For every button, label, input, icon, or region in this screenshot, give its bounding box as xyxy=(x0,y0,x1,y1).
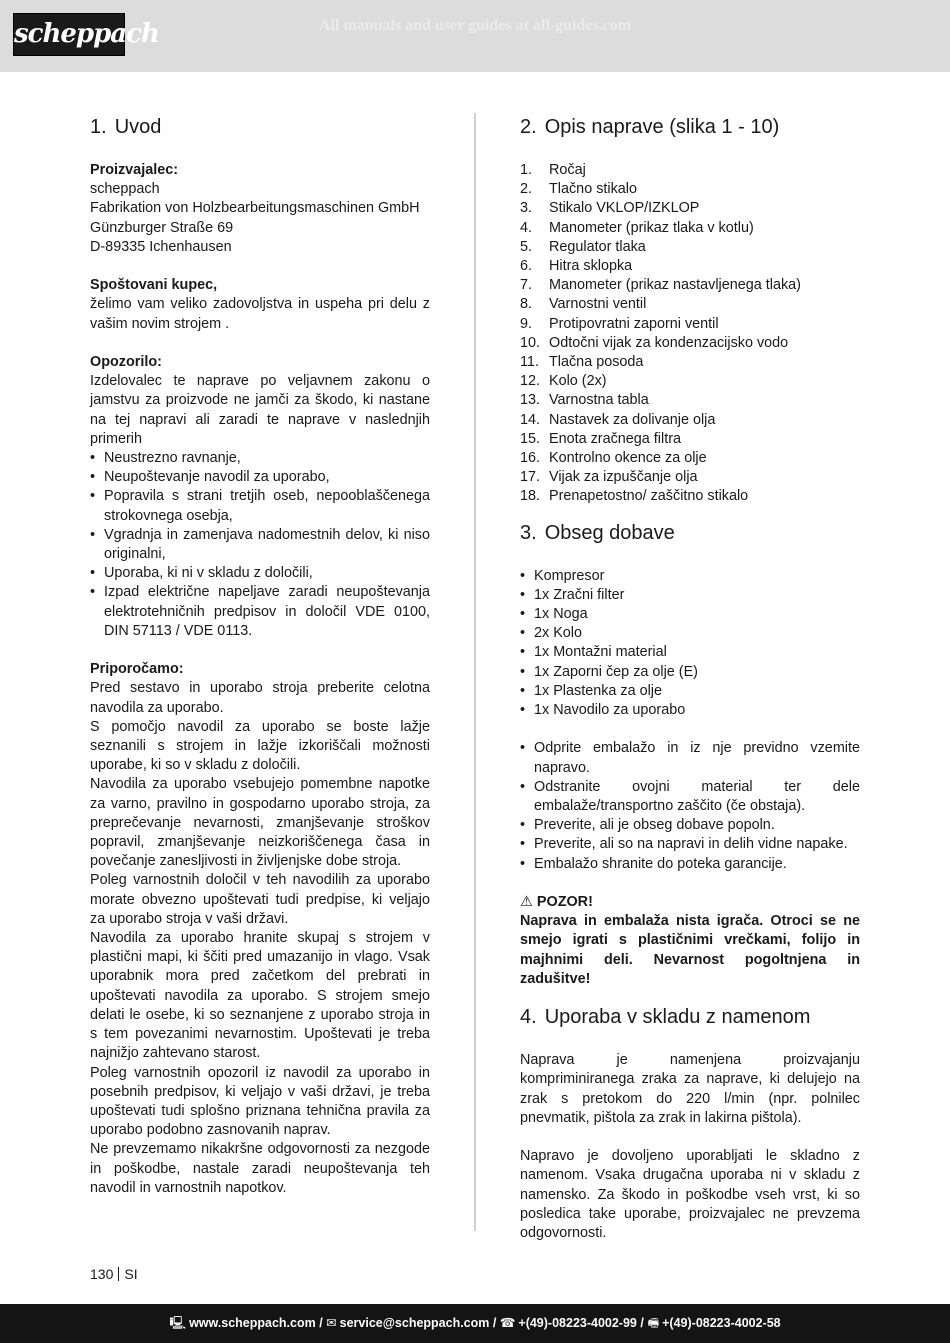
list-item xyxy=(520,411,860,430)
unpack-list xyxy=(520,739,860,873)
footer-phone: +(49)-08223-4002-99 xyxy=(518,1316,637,1330)
section-title: Uporaba v skladu z namenom xyxy=(544,1006,811,1029)
warning-text: Izdelovalec te naprave po veljavnem zakonu o jamstvu za proizvode ne jamči za škodo, ki nastane na tej napravi ali zaradi te naprave v naslednjih primerih xyxy=(90,373,430,447)
item-number: 13. xyxy=(520,392,541,409)
section-2-heading xyxy=(520,113,860,141)
list-item: • 1x Montažni material xyxy=(520,643,860,662)
item-text: Enota zračnega filtra xyxy=(549,430,681,447)
scheppach-logo: scheppach xyxy=(13,13,125,56)
list-item xyxy=(520,353,860,372)
page-number-value: 130 xyxy=(90,1266,114,1282)
left-column xyxy=(90,113,430,1198)
item-number: 7. xyxy=(520,277,533,294)
item-text: Tlačno stikalo xyxy=(549,181,637,198)
item-text: Regulator tlaka xyxy=(549,238,646,255)
list-item xyxy=(520,487,860,506)
list-item: • Popravila s strani tretjih oseb, nepooblaščenega strokovnega osebja, xyxy=(90,487,430,525)
parts-list xyxy=(520,161,860,507)
item-text: Odtočni vijak za kondenzacijsko vodo xyxy=(549,334,789,351)
item-number: 12. xyxy=(520,373,541,390)
recommend-paragraph: S pomočjo navodil za uporabo se boste lažje seznanili s strojem in lažje izkoriščali možnosti uporabe, ki so v skladu z določili. xyxy=(90,718,430,774)
list-item: • Embalažo shranite do poteka garancije. xyxy=(520,855,860,874)
caution-heading xyxy=(520,893,860,912)
caution-text: Naprava in embalaža nista igrača. Otroci se ne smejo igrati s plastičnimi vrečkami, folijo in majhnimi deli. Nevarnost pogoltnjena in zadušitve! xyxy=(520,913,860,987)
list-item xyxy=(520,257,860,276)
page-separator xyxy=(118,1267,119,1281)
footer-separator: / xyxy=(636,1316,648,1330)
item-text: Hitra sklopka xyxy=(549,258,633,275)
recommend-paragraph: Navodila za uporabo hranite skupaj s strojem v plastični mapi, ki ščiti pred umazanijo in vlago. Vsak uporabnik mora pred začetkom del prebrati in upoštevati navodila za uporabo. S strojem smejo delati le osebe, ki so seznanjene z uporabo stroja in s tem povezanimi nevarnostim. Upoštevati je treba najnižjo zahtevano starost. xyxy=(90,930,430,1062)
footer-website: www.scheppach.com xyxy=(189,1316,316,1330)
section-number: 2. xyxy=(520,116,537,138)
computer-icon: 🖳 xyxy=(169,1316,187,1330)
item-text: Prenapetostno/ zaščitno stikalo xyxy=(549,488,749,505)
manufacturer-line: D-89335 Ichenhausen xyxy=(90,238,232,255)
item-number: 11. xyxy=(520,354,539,371)
list-item: • Odstranite ovojni material ter dele embalaže/transportno zaščito (če obstaja). xyxy=(520,778,860,816)
list-item xyxy=(520,199,860,218)
phone-icon: ☎ xyxy=(499,1316,516,1330)
recommend-paragraph: Navodila za uporabo vsebujejo pomembne napotke za varno, pravilno in gospodarno uporabo stroja, za preprečevanje nevarnosti, zmanjševanje stroškov popravil, zmanjševanje neizkoriščenega časa in povečanje zanesljivosti in življenjske dobe stroja. xyxy=(90,776,430,870)
page-number xyxy=(90,1265,138,1283)
manufacturer-line: Günzburger Straße 69 xyxy=(90,219,234,236)
list-item xyxy=(520,295,860,314)
list-item: • Odprite embalažo in iz nje previdno vzemite napravo. xyxy=(520,739,860,777)
warning-list xyxy=(90,449,430,641)
manufacturer-line: scheppach xyxy=(90,181,160,198)
list-item xyxy=(520,334,860,353)
list-item xyxy=(520,372,860,391)
recommend-paragraph: Pred sestavo in uporabo stroja preberite celotna navodila za uporabo. xyxy=(90,680,430,716)
list-item: • 1x Navodilo za uporabo xyxy=(520,701,860,720)
mail-icon: ✉ xyxy=(326,1316,337,1330)
item-number: 10. xyxy=(520,334,541,351)
page-footer xyxy=(0,1304,950,1343)
warning-triangle-icon: ⚠ xyxy=(520,894,533,911)
footer-separator: / xyxy=(315,1316,327,1330)
item-text: Ročaj xyxy=(549,162,586,178)
item-number: 4. xyxy=(520,219,533,236)
item-number: 5. xyxy=(520,238,533,255)
list-item: • Neupoštevanje navodil za uporabo, xyxy=(90,468,430,487)
right-column xyxy=(520,113,860,1243)
list-item xyxy=(520,315,860,334)
section-title: Obseg dobave xyxy=(544,521,675,544)
list-item: • Preverite, ali so na napravi in delih vidne napake. xyxy=(520,835,860,854)
caution-label: POZOR! xyxy=(536,894,593,911)
section-3-heading xyxy=(520,519,860,547)
item-text: Kontrolno okence za olje xyxy=(549,450,707,467)
recommend-paragraph: Poleg varnostnih določil v teh navodilih za uporabo morate obvezno upoštevati tudi predpise, ki veljajo za uporabo stroja v vaši državi. xyxy=(90,872,430,927)
list-item: • Kompresor xyxy=(520,567,860,586)
delivery-list xyxy=(520,567,860,721)
item-text: Manometer (prikaz tlaka v kotlu) xyxy=(549,219,754,236)
list-item: • 2x Kolo xyxy=(520,624,860,643)
list-item xyxy=(520,468,860,487)
column-divider xyxy=(474,113,476,1231)
item-text: Tlačna posoda xyxy=(549,354,644,371)
fax-icon: 🖷 xyxy=(647,1316,660,1330)
list-item: • 1x Plastenka za olje xyxy=(520,682,860,701)
customer-text: želimo vam veliko zadovoljstva in uspeha pri delu z vašim novim strojem . xyxy=(90,296,430,332)
section-title: Uvod xyxy=(114,116,162,138)
section-number: 4. xyxy=(520,1006,537,1029)
list-item xyxy=(520,276,860,295)
item-text: Varnostna tabla xyxy=(549,392,649,409)
page-language: SI xyxy=(124,1266,138,1282)
list-item: • 1x Zaporni čep za olje (E) xyxy=(520,663,860,682)
item-number: 8. xyxy=(520,296,533,313)
item-text: Stikalo VKLOP/IZKLOP xyxy=(549,200,700,217)
recommend-label: Priporočamo: xyxy=(90,661,184,678)
list-item: • Uporaba, ki ni v skladu z določili, xyxy=(90,564,430,583)
item-number: 16. xyxy=(520,450,541,467)
list-item: • 1x Noga xyxy=(520,605,860,624)
item-number: 14. xyxy=(520,411,541,428)
item-text: Kolo (2x) xyxy=(549,373,607,390)
footer-separator: / xyxy=(489,1316,500,1330)
list-item: • Neustrezno ravnanje, xyxy=(90,449,430,468)
item-number: 6. xyxy=(520,258,533,275)
section-number: 3. xyxy=(520,521,537,544)
item-text: Vijak za izpuščanje olja xyxy=(549,469,698,486)
use-paragraph: Napravo je dovoljeno uporabljati le skladno z namenom. Vsaka drugačna uporaba ni v skladu z namensko. Za škodo in poškodbe vseh vrst, ki so posledica take uporabe, proizvajalec ne prevzema odgovornosti. xyxy=(520,1148,860,1241)
item-number: 15. xyxy=(520,430,541,447)
list-item xyxy=(520,180,860,199)
item-text: Manometer (prikaz nastavljenega tlaka) xyxy=(549,277,801,294)
item-number: 3. xyxy=(520,200,533,217)
list-item xyxy=(520,449,860,468)
list-item xyxy=(520,430,860,449)
page-header xyxy=(0,0,950,72)
item-number: 17. xyxy=(520,469,541,486)
recommend-paragraph: Poleg varnostnih opozoril iz navodil za uporabo in posebnih predpisov, ki veljajo v vaši državi, je treba upoštevati tudi splošno priznana tehnična pravila za uporabo podobno zasnovanih naprav. xyxy=(90,1064,430,1139)
list-item: • 1x Zračni filter xyxy=(520,586,860,605)
list-item: • Preverite, ali je obseg dobave popoln. xyxy=(520,816,860,835)
manufacturer-label: Proizvajalec: xyxy=(90,162,178,178)
item-text: Nastavek za dolivanje olja xyxy=(549,411,716,428)
list-item: • Vgradnja in zamenjava nadomestnih delov, ki niso originalni, xyxy=(90,526,430,564)
recommend-paragraph: Ne prevzemamo nikakršne odgovornosti za nezgode in poškodbe, nastale zaradi neupoštevanja teh navodil in varnostnih napotkov. xyxy=(90,1141,430,1196)
item-text: Protipovratni zaporni ventil xyxy=(549,315,719,332)
list-item xyxy=(520,219,860,238)
section-1-heading xyxy=(90,113,430,141)
footer-email: service@scheppach.com xyxy=(339,1316,490,1330)
section-title: Opis naprave (slika 1 - 10) xyxy=(544,116,780,138)
item-number: 1. xyxy=(520,162,533,178)
item-number: 2. xyxy=(520,181,533,198)
item-number: 18. xyxy=(520,488,541,505)
footer-fax: +(49)-08223-4002-58 xyxy=(662,1316,781,1330)
section-4-heading xyxy=(520,1003,860,1031)
item-number: 9. xyxy=(520,315,533,332)
warning-label: Opozorilo: xyxy=(90,354,162,370)
customer-label: Spoštovani kupec, xyxy=(90,277,218,294)
manufacturer-line: Fabrikation von Holzbearbeitungsmaschinen GmbH xyxy=(90,200,420,217)
list-item xyxy=(520,161,860,180)
use-paragraph: Naprava je namenjena proizvajanju kompriminiranega zraka za naprave, ki delujejo na zrak s pretokom do 220 l/min (npr. polnilec pnevmatik, pištola za zrak in lakirna pištola). xyxy=(520,1052,860,1126)
list-item: • Izpad električne napeljave zaradi neupoštevanja elektrotehničnih predpisov in določil VDE 0100, DIN 57113 / VDE 0113. xyxy=(90,583,430,641)
item-text: Varnostni ventil xyxy=(549,296,647,313)
list-item xyxy=(520,391,860,410)
section-number: 1. xyxy=(90,116,107,138)
watermark-text: All manuals and user guides at all-guides.com xyxy=(318,17,632,34)
list-item xyxy=(520,238,860,257)
